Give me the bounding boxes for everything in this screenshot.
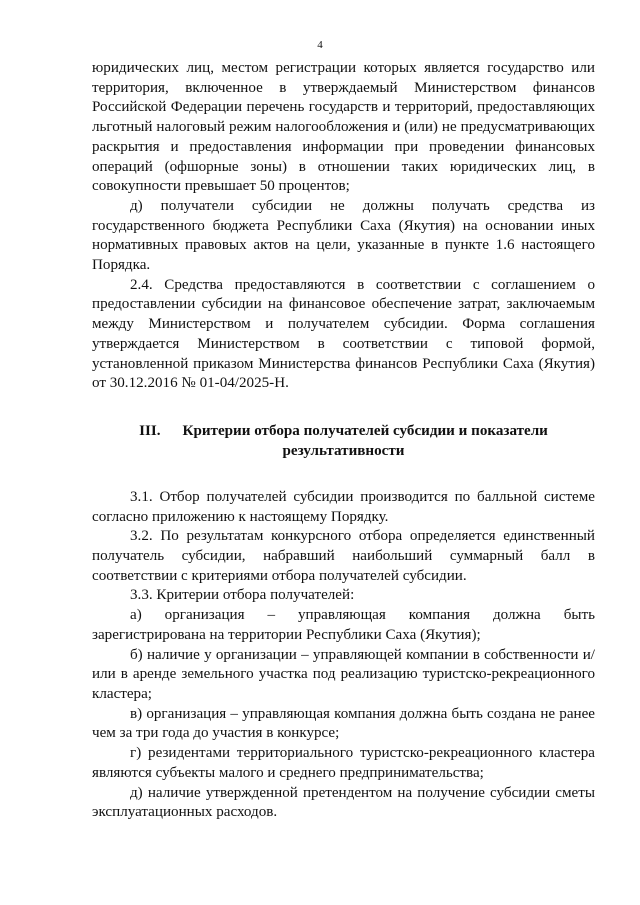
criterion-v: в) организация – управляющая компания должна быть создана не ранее чем за три года до участия в конкурсе;: [92, 705, 595, 742]
section-heading-line-1: [92, 421, 595, 441]
paragraph-3-2: 3.2. По результатам конкурсного отбора определяется единственный получатель субсидии, набравший наибольший суммарный балл в соответствии с критериями отбора получателей субсидии.: [92, 528, 595, 584]
document-body: [92, 59, 595, 823]
criterion-b: б) наличие у организации – управляющей компании в собственности и/или в аренде земельного участка под реализацию туристско-рекреационного кластера;: [92, 646, 595, 702]
section-title-line-1: Критерии отбора получателей субсидии и показатели: [182, 422, 548, 439]
criterion-d: д) наличие утвержденной претендентом на получение субсидии сметы эксплуатационных расходов.: [92, 784, 595, 821]
paragraph-2-4: 2.4. Средства предоставляются в соответствии с соглашением о предоставлении субсидии на финансовое обеспечение затрат, заключаемым между Министерством и получателем субсидии. Форма соглашения утверждается Министерством в соответствии с типовой формой, установленной приказом Министерства финансов Республики Саха (Якутия) от 30.12.2016 № 01-04/2025-Н.: [92, 276, 595, 392]
page-number: 4: [317, 39, 323, 51]
section-numeral: III.: [139, 422, 161, 439]
paragraph-item-d: д) получатели субсидии не должны получать средства из государственного бюджета Республики Саха (Якутия) на основании иных нормативных правовых актов на цели, указанные в пункте 1.6 настоящего Порядка.: [92, 197, 595, 274]
criterion-a: а) организация – управляющая компания должна быть зарегистрирована на территории Республики Саха (Якутия);: [92, 607, 595, 643]
paragraph-3-3: 3.3. Критерии отбора получателей:: [130, 587, 355, 604]
section-title-line-2: результативности: [282, 442, 405, 459]
paragraph-3-1: 3.1. Отбор получателей субсидии производится по балльной системе согласно приложению к настоящему Порядку.: [92, 488, 595, 525]
criterion-g: г) резидентами территориального туристско-рекреационного кластера являются субъекты малого и среднего предпринимательства;: [92, 745, 595, 781]
section-heading: [92, 421, 595, 461]
paragraph-continuation: юридических лиц, местом регистрации которых является государство или территория, включенное в утверждаемый Министерством финансов Российской Федерации перечень государств и территорий, предоставляющих льготный налоговый режим налогообложения и (или) не предусматривающих раскрытия и предоставления информации при проведении финансовых операций (офшорные зоны) в отношении таких юридических лиц, в совокупности превышает 50 процентов;: [92, 60, 595, 195]
